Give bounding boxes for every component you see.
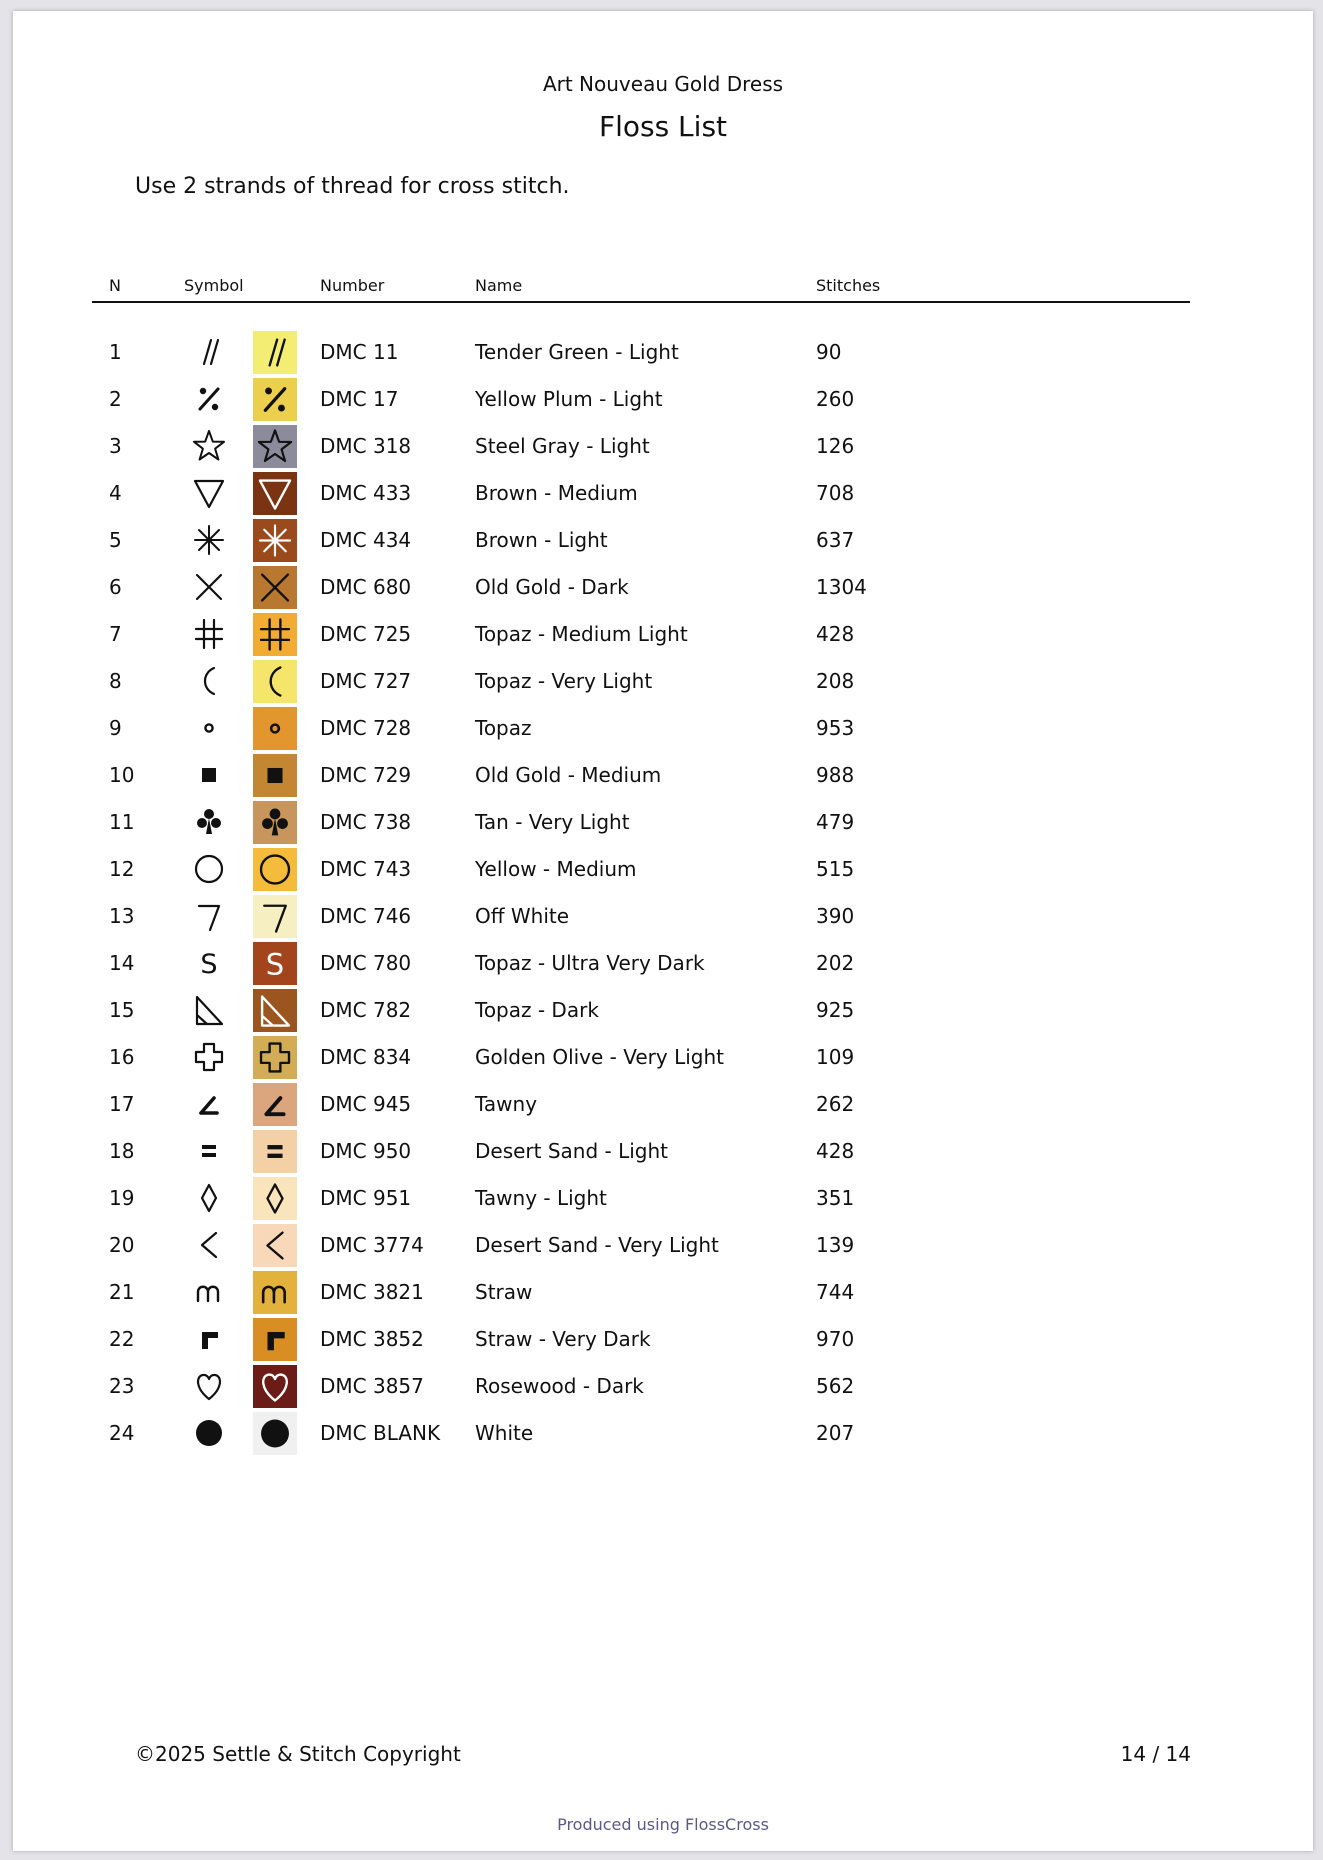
floss-number: DMC 433 [320,481,412,505]
row-index: 8 [109,669,122,693]
stitch-count: 988 [816,763,855,787]
table-row [13,611,1313,658]
hash-icon [189,614,229,654]
percent-icon [189,379,229,419]
floss-number: DMC 318 [320,434,412,458]
header-symbol: Symbol [184,276,244,295]
table-row [13,1128,1313,1175]
row-index: 14 [109,951,135,975]
filled-circle-icon [189,1413,229,1453]
floss-name: Topaz - Very Light [475,669,653,693]
floss-name: Tawny - Light [475,1186,607,1210]
row-index: 5 [109,528,122,552]
color-swatch [253,378,297,421]
table-row [13,376,1313,423]
color-swatch [253,1224,297,1267]
floss-number: DMC 743 [320,857,412,881]
row-index: 10 [109,763,135,787]
row-index: 12 [109,857,135,881]
table-row [13,1363,1313,1410]
floss-number: DMC 3857 [320,1374,424,1398]
row-index: 1 [109,340,122,364]
color-swatch [253,660,297,703]
floss-name: Tender Green - Light [475,340,679,364]
stitch-count: 262 [816,1092,855,1116]
header-stitches: Stitches [816,276,881,295]
stitch-count: 109 [816,1045,855,1069]
plus-outline-icon [189,1037,229,1077]
floss-number: DMC 834 [320,1045,412,1069]
instructions-text: Use 2 strands of thread for cross stitch. [135,174,570,199]
stitch-count: 744 [816,1280,855,1304]
svg-text:S: S [200,949,218,980]
floss-name: Brown - Medium [475,481,638,505]
color-swatch [253,1271,297,1314]
row-index: 4 [109,481,122,505]
row-index: 9 [109,716,122,740]
stitch-count: 207 [816,1421,855,1445]
floss-number: DMC 780 [320,951,412,975]
row-index: 17 [109,1092,135,1116]
floss-name: Yellow - Medium [475,857,637,881]
stitch-count: 953 [816,716,855,740]
color-swatch [253,895,297,938]
club-icon [189,802,229,842]
filled-square-icon [189,755,229,795]
stitch-count: 351 [816,1186,855,1210]
floss-name: Yellow Plum - Light [475,387,663,411]
seven-icon [189,896,229,936]
floss-name: Tawny [475,1092,538,1116]
color-swatch [253,1318,297,1361]
table-row [13,987,1313,1034]
floss-name: Steel Gray - Light [475,434,650,458]
row-index: 7 [109,622,122,646]
floss-name: Old Gold - Medium [475,763,662,787]
stitch-count: 479 [816,810,855,834]
stitch-count: 202 [816,951,855,975]
stitch-count: 126 [816,434,855,458]
stitch-count: 260 [816,387,855,411]
row-index: 19 [109,1186,135,1210]
letter-s-icon [189,943,229,983]
right-triangle-icon [189,990,229,1030]
color-swatch [253,989,297,1032]
pattern-title: Art Nouveau Gold Dress [542,72,784,96]
floss-name: Tan - Very Light [475,810,630,834]
table-row [13,705,1313,752]
table-row [13,1316,1313,1363]
floss-number: DMC 746 [320,904,412,928]
stitch-count: 515 [816,857,855,881]
row-index: 20 [109,1233,135,1257]
stitch-count: 428 [816,622,855,646]
row-index: 2 [109,387,122,411]
floss-name: Old Gold - Dark [475,575,629,599]
double-slash-icon [189,332,229,372]
color-swatch [253,1083,297,1126]
table-row [13,752,1313,799]
table-row [13,893,1313,940]
stitch-count: 428 [816,1139,855,1163]
table-row [13,1034,1313,1081]
floss-number: DMC 680 [320,575,412,599]
floss-number: DMC 729 [320,763,412,787]
star-outline-icon [189,426,229,466]
floss-number: DMC 950 [320,1139,412,1163]
row-index: 13 [109,904,135,928]
floss-number: DMC 945 [320,1092,412,1116]
table-row [13,940,1313,987]
floss-number: DMC 3774 [320,1233,424,1257]
corner-icon [189,1319,229,1359]
stitch-count: 139 [816,1233,855,1257]
color-swatch [253,707,297,750]
header-name: Name [475,276,523,295]
table-row [13,799,1313,846]
color-swatch [253,942,297,985]
floss-name: Topaz [475,716,532,740]
page-number: 14 / 14 [1120,1742,1191,1766]
stitch-count: 208 [816,669,855,693]
floss-number: DMC BLANK [320,1421,441,1445]
floss-number: DMC 728 [320,716,412,740]
stitch-count: 390 [816,904,855,928]
color-swatch [253,1412,297,1455]
floss-name: Straw - Very Dark [475,1327,651,1351]
table-row [13,1410,1313,1457]
color-swatch [253,754,297,797]
stitch-count: 708 [816,481,855,505]
header-divider [92,301,1190,303]
letter-m-icon [189,1272,229,1312]
floss-name: Straw [475,1280,533,1304]
stitch-count: 970 [816,1327,855,1351]
stitch-count: 925 [816,998,855,1022]
floss-name: Brown - Light [475,528,608,552]
crescent-icon [189,661,229,701]
table-row [13,470,1313,517]
row-index: 18 [109,1139,135,1163]
floss-number: DMC 3821 [320,1280,424,1304]
less-than-icon [189,1225,229,1265]
stitch-count: 1304 [816,575,867,599]
table-row [13,517,1313,564]
color-swatch [253,801,297,844]
floss-number: DMC 3852 [320,1327,424,1351]
color-swatch [253,566,297,609]
color-swatch [253,472,297,515]
table-row [13,564,1313,611]
table-row [13,846,1313,893]
table-row [13,423,1313,470]
equals-icon [189,1131,229,1171]
header-number: Number [320,276,385,295]
floss-number: DMC 434 [320,528,412,552]
small-circle-icon [189,708,229,748]
row-index: 15 [109,998,135,1022]
floss-number: DMC 782 [320,998,412,1022]
page-heading: Floss List [598,110,728,143]
floss-name: Off White [475,904,570,928]
triangle-down-icon [189,473,229,513]
floss-name: Topaz - Ultra Very Dark [475,951,705,975]
color-swatch [253,425,297,468]
stitch-count: 562 [816,1374,855,1398]
color-swatch [253,1365,297,1408]
asterisk-icon [189,520,229,560]
table-row [13,1081,1313,1128]
copyright-text: ©2025 Settle & Stitch Copyright [135,1742,461,1766]
table-row [13,1175,1313,1222]
floss-name: Topaz - Dark [475,998,599,1022]
floss-name: White [475,1421,534,1445]
color-swatch [253,1036,297,1079]
table-row [13,658,1313,705]
color-swatch [253,848,297,891]
x-cross-icon [189,567,229,607]
angle-mark-icon [189,1084,229,1124]
color-swatch [253,519,297,562]
row-index: 6 [109,575,122,599]
floss-name: Rosewood - Dark [475,1374,644,1398]
row-index: 23 [109,1374,135,1398]
color-swatch [253,331,297,374]
floss-number: DMC 17 [320,387,399,411]
heart-icon [189,1366,229,1406]
floss-name: Topaz - Medium Light [475,622,688,646]
color-swatch [253,1130,297,1173]
table-row [13,329,1313,376]
diamond-icon [189,1178,229,1218]
table-row [13,1269,1313,1316]
floss-name: Desert Sand - Light [475,1139,669,1163]
floss-name: Golden Olive - Very Light [475,1045,725,1069]
stitch-count: 637 [816,528,855,552]
table-row [13,1222,1313,1269]
document-page [13,11,1313,1851]
svg-text:S: S [265,947,285,982]
circle-outline-icon [189,849,229,889]
floss-number: DMC 727 [320,669,412,693]
row-index: 22 [109,1327,135,1351]
floss-number: DMC 738 [320,810,412,834]
color-swatch [253,613,297,656]
stitch-count: 90 [816,340,842,364]
floss-number: DMC 725 [320,622,412,646]
floss-name: Desert Sand - Very Light [475,1233,719,1257]
row-index: 21 [109,1280,135,1304]
floss-number: DMC 11 [320,340,399,364]
produced-by-text: Produced using FlossCross [557,1815,769,1834]
color-swatch [253,1177,297,1220]
row-index: 11 [109,810,135,834]
floss-number: DMC 951 [320,1186,412,1210]
row-index: 16 [109,1045,135,1069]
row-index: 24 [109,1421,135,1445]
header-n: N [109,276,121,295]
row-index: 3 [109,434,122,458]
